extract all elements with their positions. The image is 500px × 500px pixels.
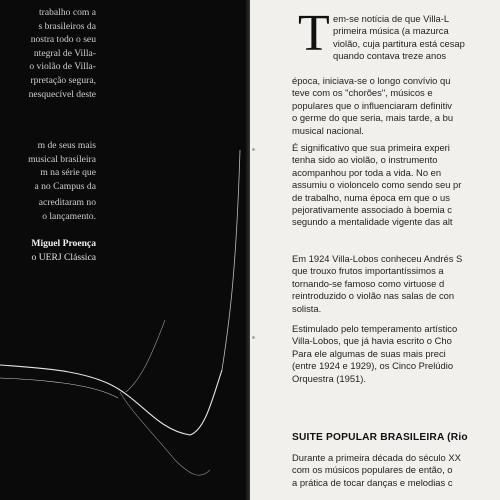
text-line: acompanhou por toda a vida. No en bbox=[292, 166, 442, 178]
text-line: acreditaram no bbox=[38, 197, 96, 208]
text-line: Em 1924 Villa-Lobos conheceu Andrés S bbox=[292, 253, 463, 264]
right-paragraph-1-indented bbox=[333, 13, 500, 63]
right-paragraph-4 bbox=[292, 323, 500, 385]
text-line: o violão de Villa- bbox=[29, 61, 96, 73]
text-line: quando contava treze anos bbox=[333, 50, 447, 62]
text-line: ntegral de Villa- bbox=[33, 47, 96, 59]
signature-role: o UERJ Clássica bbox=[31, 251, 96, 263]
text-line: trabalho com a bbox=[38, 7, 96, 18]
text-line: violão, cuja partitura está cesap bbox=[333, 37, 465, 49]
text-line: Para ele algumas de suas mais preci bbox=[292, 347, 446, 359]
right-paragraph-2 bbox=[292, 142, 500, 229]
text-line: musical nacional. bbox=[292, 124, 364, 136]
drop-cap: T bbox=[298, 5, 330, 62]
text-line: s brasileiros da bbox=[38, 20, 96, 32]
text-line: época, iniciava-se o longo convívio qu bbox=[292, 75, 451, 86]
decorative-curve-art bbox=[0, 130, 250, 500]
text-line: m na série que bbox=[40, 167, 96, 179]
text-line: em-se notícia de que Villa-L bbox=[333, 13, 450, 24]
text-line: segundo a mentalidade vigente das alt bbox=[292, 216, 453, 228]
text-line: musical brasileira bbox=[28, 153, 96, 165]
text-line: assumiu o violoncelo como sendo seu pr bbox=[292, 179, 462, 191]
text-line: populares que o influenciaram definitiv bbox=[292, 99, 452, 111]
text-line: pejorativamente associado à boemia c bbox=[292, 204, 452, 216]
text-line: o germe do que seria, mais tarde, a bu bbox=[292, 112, 454, 124]
text-line: tenha sido ao violão, o instrumento bbox=[292, 154, 438, 166]
signature-name: Miguel Proença bbox=[31, 238, 96, 249]
text-line: nesquecível deste bbox=[28, 88, 96, 100]
text-line: nostra todo o seu bbox=[30, 34, 96, 46]
right-paragraph-1 bbox=[292, 75, 500, 137]
text-line: (entre 1924 e 1929), os Cinco Prelúdio bbox=[292, 360, 454, 372]
text-line: com os músicos populares de então, o bbox=[292, 464, 453, 476]
text-line: rpretação segura, bbox=[30, 74, 96, 86]
text-line: Durante a primeira década do século XX bbox=[292, 452, 461, 463]
text-line: a no Campus da bbox=[34, 180, 96, 192]
text-line: a prática de tocar danças e melodias c bbox=[292, 476, 453, 488]
right-paragraph-3 bbox=[292, 253, 500, 315]
left-paragraph-1 bbox=[0, 6, 96, 101]
text-line: teve com os "chorões", músicos e bbox=[292, 87, 433, 99]
text-line: solista. bbox=[292, 302, 322, 314]
text-line: Villa-Lobos, que já havia escrito o Cho bbox=[292, 335, 452, 347]
fold-mark bbox=[252, 148, 255, 151]
text-line: de trabalho, numa época em que o us bbox=[292, 191, 450, 203]
text-line: reintroduzido o violão nas salas de con bbox=[292, 290, 455, 302]
fold-mark bbox=[252, 336, 255, 339]
text-line: o lançamento. bbox=[42, 210, 96, 222]
text-line: m de seus mais bbox=[37, 140, 96, 151]
right-paragraph-5 bbox=[292, 452, 500, 489]
section-heading: SUITE POPULAR BRASILEIRA (Rio bbox=[292, 432, 468, 443]
text-line: que trouxo frutos importantíssimos a bbox=[292, 265, 444, 277]
text-line: primeira música (a mazurca bbox=[333, 25, 449, 37]
text-line: É significativo que sua primeira experi bbox=[292, 142, 450, 153]
text-line: tornando-se famoso como virtuose d bbox=[292, 277, 445, 289]
text-line: Estimulado pelo temperamento artístico bbox=[292, 323, 458, 334]
text-line: Orquestra (1951). bbox=[292, 372, 366, 384]
